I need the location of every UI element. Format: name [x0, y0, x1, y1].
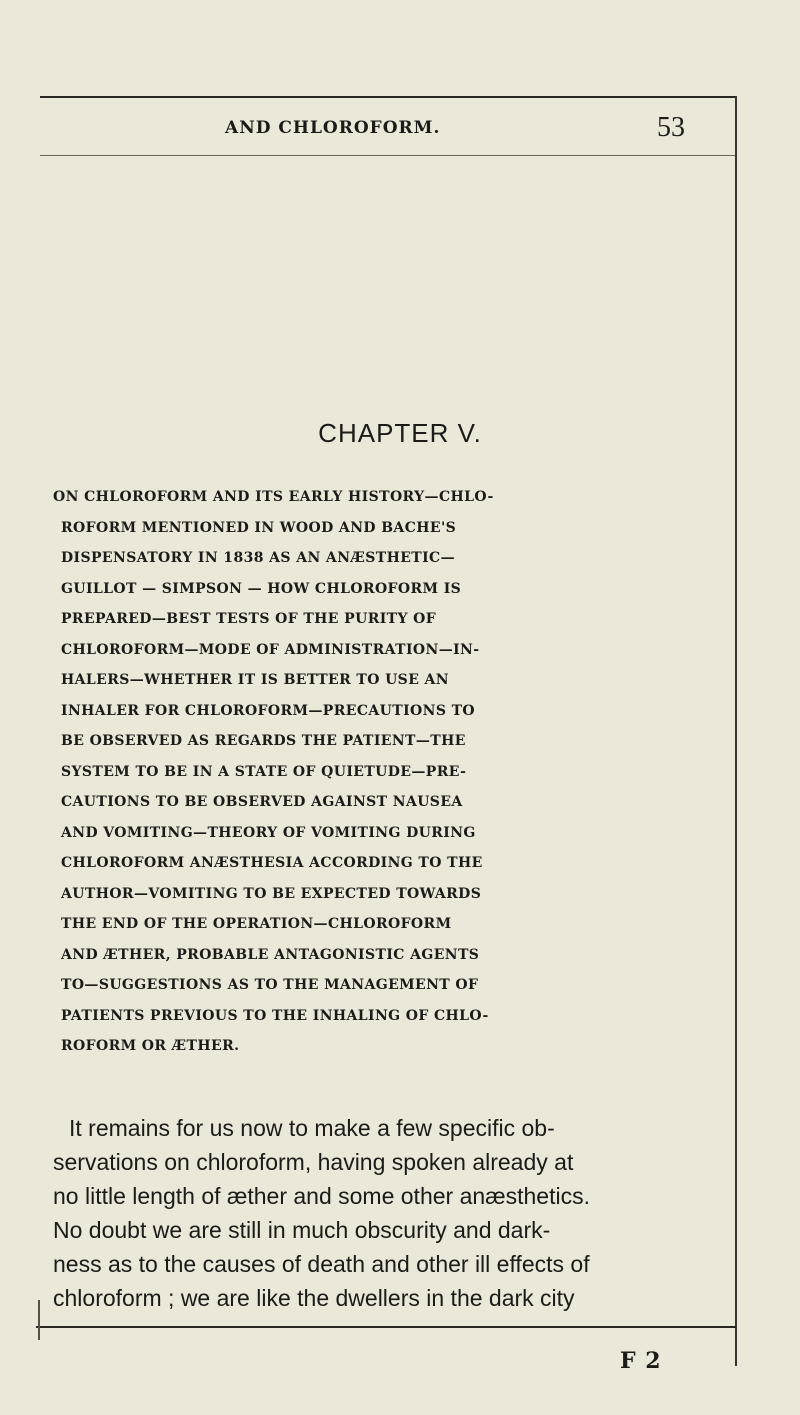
body-paragraph [53, 1111, 733, 1315]
summary-line: ROFORM MENTIONED IN WOOD AND BACHE'S [61, 519, 457, 536]
summary-line: CHLOROFORM—MODE OF ADMINISTRATION—IN- [61, 641, 480, 658]
summary-line: SYSTEM TO BE IN A STATE OF QUIETUDE—PRE- [61, 763, 467, 780]
body-line: ness as to the causes of death and other ill effects of [53, 1251, 590, 1277]
summary-line: AUTHOR—VOMITING TO BE EXPECTED TOWARDS [61, 885, 482, 902]
header-rule [40, 155, 735, 156]
summary-line: DISPENSATORY IN 1838 AS AN ANÆSTHETIC— [61, 550, 455, 566]
top-border-rule [40, 96, 735, 98]
summary-line: HALERS—WHETHER IT IS BETTER TO USE AN [61, 672, 450, 688]
signature-mark: F 2 [620, 1348, 662, 1374]
summary-line: CAUTIONS TO BE OBSERVED AGAINST NAUSEA [61, 794, 463, 810]
body-line: It remains for us now to make a few specific ob- [69, 1115, 555, 1141]
summary-line: THE END OF THE OPERATION—CHLOROFORM [61, 916, 452, 932]
summary-line: BE OBSERVED AS REGARDS THE PATIENT—THE [61, 733, 466, 749]
summary-line: PREPARED—BEST TESTS OF THE PURITY OF [61, 611, 437, 627]
running-head: AND CHLOROFORM. [225, 118, 441, 138]
chapter-summary [53, 482, 725, 1062]
summary-line: INHALER FOR CHLOROFORM—PRECAUTIONS TO [61, 702, 476, 719]
body-line: No doubt we are still in much obscurity and dark- [53, 1217, 551, 1243]
summary-line: TO—SUGGESTIONS AS TO THE MANAGEMENT OF [61, 977, 479, 993]
body-line: no little length of æther and some other anæsthetics. [53, 1183, 590, 1209]
left-border-rule [38, 1300, 40, 1340]
summary-line: ROFORM OR ÆTHER. [61, 1038, 240, 1054]
summary-line: GUILLOT — SIMPSON — HOW CHLOROFORM IS [61, 580, 462, 597]
summary-line: AND ÆTHER, PROBABLE ANTAGONISTIC AGENTS [61, 946, 480, 963]
chapter-title: CHAPTER V. [318, 418, 482, 448]
body-line: chloroform ; we are like the dwellers in the dark city [53, 1285, 575, 1311]
page-number: 53 [657, 112, 685, 143]
right-border-rule [735, 96, 737, 1366]
bottom-border-rule [36, 1326, 736, 1328]
summary-line: ON CHLOROFORM AND ITS EARLY HISTORY—CHLO- [53, 489, 494, 505]
summary-line: AND VOMITING—THEORY OF VOMITING DURING [61, 824, 476, 841]
summary-line: CHLOROFORM ANÆSTHESIA ACCORDING TO THE [61, 855, 483, 871]
body-line: servations on chloroform, having spoken already at [53, 1149, 574, 1175]
summary-line: PATIENTS PREVIOUS TO THE INHALING OF CHLO- [61, 1007, 489, 1024]
